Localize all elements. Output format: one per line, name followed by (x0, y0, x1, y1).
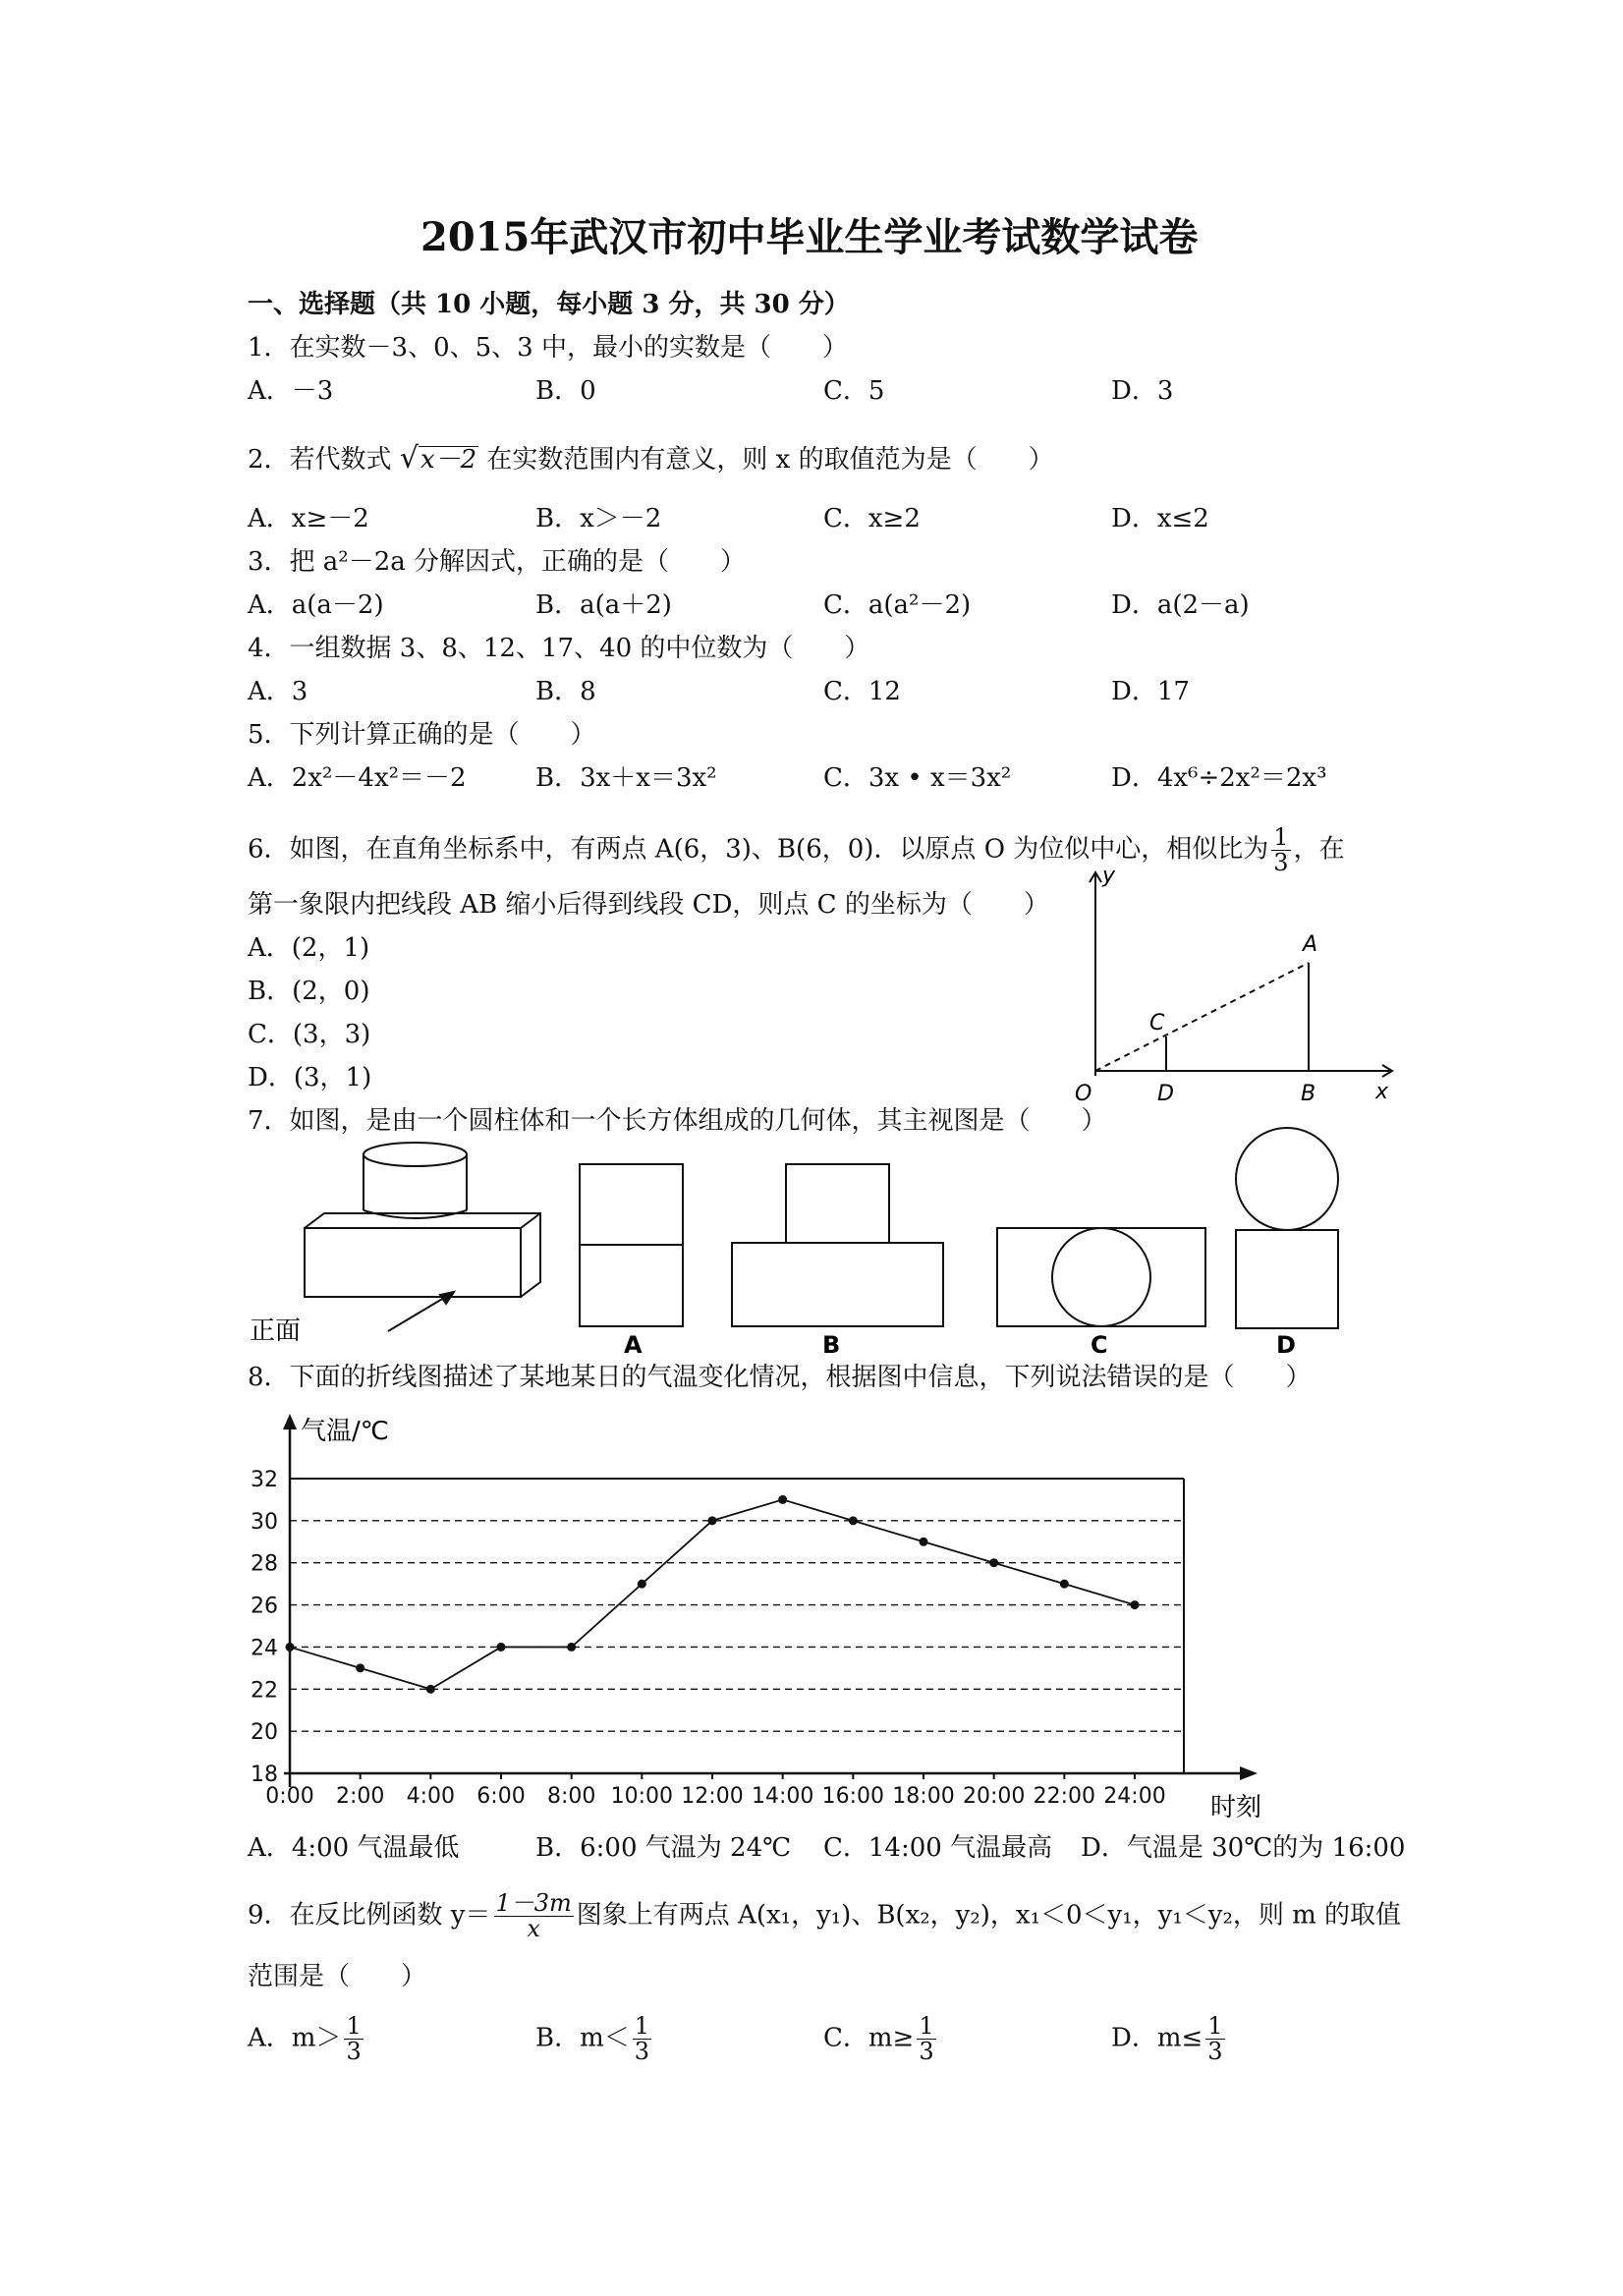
question-5-option-b: B．3x＋x＝3x² (535, 763, 717, 793)
question-5-option-d: D．4x⁶÷2x²＝2x³ (1111, 763, 1327, 793)
data-point (567, 1643, 576, 1652)
question-1-option-b: B．0 (535, 376, 596, 406)
fraction-numerator: 1 (346, 2012, 362, 2040)
data-point (849, 1516, 858, 1525)
x-tick-label: 12:00 (681, 1784, 744, 1809)
option-b-text: B．m＜ (535, 2023, 630, 2053)
question-7-figures (236, 1125, 1366, 1366)
question-6-line-2: 第一象限内把线段 AB 缩小后得到线段 CD，则点 C 的坐标为（ ） (248, 890, 1049, 920)
fraction-denominator: 3 (1207, 2038, 1223, 2066)
label-a: A (1303, 932, 1318, 957)
question-9-fraction (494, 1891, 574, 1941)
question-1-stem: 1．在实数－3、0、5、3 中，最小的实数是（ ） (248, 333, 848, 363)
y-tick-label: 18 (251, 1763, 278, 1787)
y-tick-label: 22 (251, 1678, 278, 1704)
dashed-line-oa (1095, 963, 1309, 1071)
question-1-option-a: A．－3 (248, 376, 334, 406)
question-9-text-a: 9．在反比例函数 y＝ (248, 1900, 491, 1931)
fraction-denominator: 3 (346, 2038, 362, 2066)
option-a-fraction (344, 2014, 363, 2064)
option-d-fraction (1205, 2014, 1224, 2064)
option-d-text: D．m≤ (1111, 2023, 1203, 2053)
question-8-option-b: B．6:00 气温为 24℃ (535, 1833, 792, 1863)
fraction-denominator: 3 (634, 2038, 650, 2066)
y-tick-label: 28 (251, 1551, 278, 1577)
x-tick-label: 24:00 (1103, 1784, 1166, 1809)
fraction-numerator: 1 (919, 2012, 934, 2040)
question-4-option-a: A．3 (248, 677, 308, 706)
solid-3d-figure (305, 1143, 540, 1331)
label-o: O (1075, 1082, 1092, 1106)
question-9-option-a (248, 2014, 366, 2064)
view-option-b (732, 1164, 943, 1326)
data-point (1060, 1580, 1069, 1589)
y-tick-label: 32 (251, 1468, 278, 1492)
option-b-fraction (633, 2014, 651, 2064)
question-8-option-a: A．4:00 气温最低 (248, 1833, 460, 1863)
y-tick-label: 24 (251, 1636, 278, 1661)
question-3-option-d: D．a(2－a) (1111, 590, 1250, 620)
question-1-option-d: D．3 (1111, 376, 1174, 406)
question-6-text-end: ，在 (1293, 834, 1345, 865)
fraction-numerator: 1 (634, 2012, 650, 2040)
question-6-option-a: A．(2，1) (248, 933, 370, 963)
question-8-option-d: D．气温是 30℃的为 16:00 (1081, 1833, 1406, 1863)
question-7-stem: 7．如图，是由一个圆柱体和一个长方体组成的几何体，其主视图是（ ） (248, 1106, 1107, 1136)
question-6-text: 6．如图，在直角坐标系中，有两点 A(6，3)、B(6，0)．以原点 O 为位似中心，相似比为 (248, 834, 1269, 865)
fraction-denominator: 3 (1273, 849, 1289, 877)
question-2-number: 2．若代数式 (248, 445, 392, 475)
chart-x-label: 时刻 (1210, 1793, 1262, 1822)
question-9-option-c (823, 2014, 939, 2064)
question-4-option-d: D．17 (1111, 677, 1190, 706)
question-9-line-2: 范围是（ ） (248, 1962, 427, 1991)
label-y: y (1102, 865, 1116, 888)
x-tick-label: 16:00 (821, 1784, 885, 1809)
y-axis-arrow-icon (283, 1414, 297, 1429)
x-tick-label: 18:00 (892, 1784, 955, 1809)
question-2-option-a: A．x≥－2 (248, 504, 369, 533)
label-b: B (1301, 1082, 1316, 1106)
question-9-text-b: 图象上有两点 A(x₁，y₁)、B(x₂，y₂)，x₁＜0＜y₁，y₁＜y₂，则 m 的取值 (576, 1900, 1402, 1931)
question-9-option-b (535, 2014, 654, 2064)
section-header: 一、选择题（共 10 小题，每小题 3 分，共 30 分） (248, 290, 850, 319)
fraction-numerator: 1 (1207, 2012, 1223, 2040)
question-5-option-a: A．2x²－4x²＝－2 (248, 763, 467, 793)
question-3-option-a: A．a(a－2) (248, 590, 384, 620)
data-point (920, 1538, 928, 1546)
question-4-stem: 4．一组数据 3、8、12、17、40 的中位数为（ ） (248, 634, 870, 663)
question-4-option-c: C．12 (823, 677, 901, 706)
data-point (778, 1495, 787, 1504)
x-tick-label: 22:00 (1033, 1784, 1096, 1809)
fraction-numerator: 1－3m (495, 1889, 572, 1917)
question-5-option-c: C．3x • x＝3x² (823, 763, 1012, 793)
fraction-denominator: x (527, 1915, 540, 1943)
question-8-stem: 8．下面的折线图描述了某地某日的气温变化情况，根据图中信息，下列说法错误的是（ ） (248, 1363, 1312, 1392)
label-c: C (1149, 1011, 1165, 1036)
page-title: 2015年武汉市初中毕业生学业考试数学试卷 (420, 214, 1199, 260)
x-tick-label: 8:00 (546, 1784, 596, 1809)
data-point (497, 1643, 506, 1652)
view-option-d (1236, 1128, 1338, 1328)
chart-y-label: 气温/℃ (301, 1417, 389, 1446)
question-3-option-b: B．a(a＋2) (535, 590, 672, 620)
question-2-stem (248, 441, 1054, 476)
label-option-a: A (624, 1331, 643, 1359)
question-9-line-1 (248, 1891, 1401, 1941)
front-label: 正面 (250, 1316, 302, 1346)
option-c-fraction (917, 2014, 935, 2064)
y-tick-label: 26 (251, 1594, 278, 1619)
question-1-option-c: C．5 (823, 376, 885, 406)
question-9-option-d (1111, 2014, 1228, 2064)
fraction-denominator: 3 (919, 2038, 934, 2066)
question-5-stem: 5．下列计算正确的是（ ） (248, 720, 596, 750)
label-option-b: B (822, 1331, 841, 1359)
question-6-figure (1051, 865, 1405, 1115)
data-point (286, 1643, 295, 1652)
data-point (989, 1558, 998, 1567)
question-2-rest: 在实数范围内有意义，则 x 的取值范为是（ ） (486, 445, 1054, 475)
sqrt-sign: √ (399, 441, 419, 476)
question-8-option-c: C．14:00 气温最高 (823, 1833, 1053, 1863)
question-6-option-c: C．(3，3) (248, 1020, 371, 1049)
x-tick-label: 0:00 (265, 1784, 314, 1809)
temperature-series-line (290, 1499, 1135, 1689)
label-option-c: C (1091, 1331, 1108, 1359)
y-tick-label: 20 (251, 1720, 278, 1746)
temperature-line-chart (236, 1400, 1297, 1822)
x-tick-label: 20:00 (962, 1784, 1026, 1809)
question-2-option-b: B．x＞－2 (535, 504, 662, 533)
x-tick-label: 4:00 (406, 1784, 456, 1809)
x-tick-label: 2:00 (335, 1784, 385, 1809)
data-point (708, 1516, 717, 1525)
y-tick-label: 30 (251, 1509, 278, 1535)
question-3-stem: 3．把 a²－2a 分解因式，正确的是（ ） (248, 547, 747, 577)
x-axis-arrow-icon (1240, 1766, 1258, 1780)
view-option-c (997, 1228, 1205, 1326)
question-2-radicand: x－2 (420, 445, 477, 475)
question-2-option-c: C．x≥2 (823, 504, 921, 533)
label-x: x (1375, 1080, 1389, 1104)
option-c-text: C．m≥ (823, 2023, 915, 2053)
data-point (1131, 1600, 1140, 1609)
x-tick-label: 14:00 (751, 1784, 814, 1809)
data-point (638, 1580, 646, 1589)
label-d: D (1157, 1082, 1174, 1106)
fraction-numerator: 1 (1273, 823, 1289, 851)
x-tick-label: 6:00 (476, 1784, 526, 1809)
data-point (426, 1685, 435, 1694)
question-3-option-c: C．a(a²－2) (823, 590, 972, 620)
x-tick-label: 10:00 (610, 1784, 674, 1809)
data-point (356, 1663, 364, 1672)
question-2-option-d: D．x≤2 (1111, 504, 1209, 533)
question-4-option-b: B．8 (535, 677, 596, 706)
question-6-option-b: B．(2，0) (248, 977, 370, 1006)
label-option-d: D (1276, 1331, 1296, 1359)
option-a-text: A．m＞ (248, 2023, 342, 2053)
view-option-a (580, 1164, 683, 1326)
question-6-option-d: D．(3，1) (248, 1063, 372, 1092)
